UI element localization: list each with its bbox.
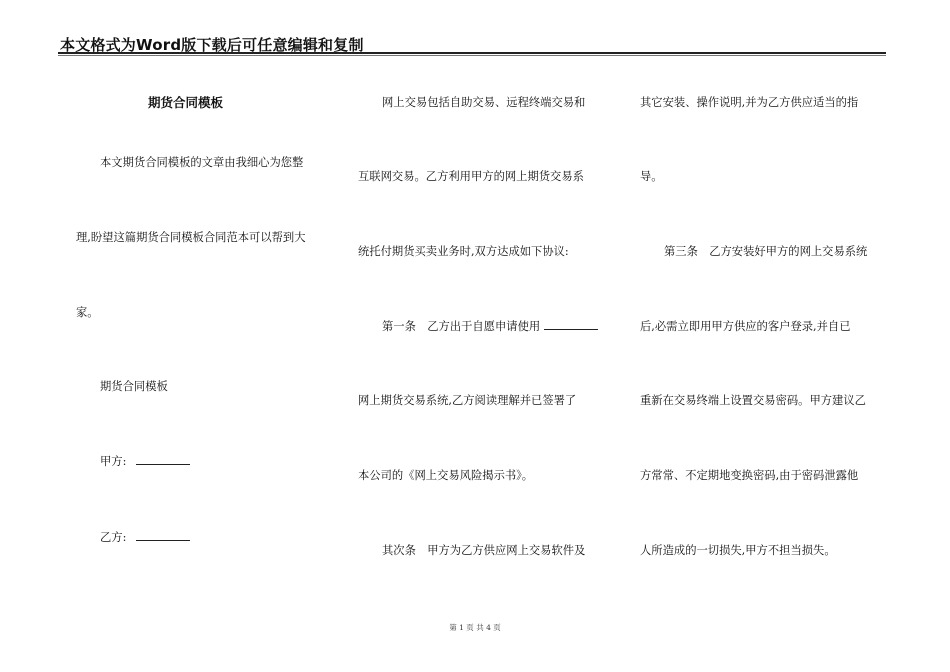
col3-line-6: 方常常、不定期地变换密码,由于密码泄露他 (640, 469, 859, 482)
article-1-text: 第一条 乙方出于自愿申请使用 (382, 320, 541, 333)
col2-line-2: 互联网交易。乙方利用甲方的网上期货交易系 (358, 170, 584, 183)
header-rule-thin (58, 55, 886, 56)
col3-line-1: 其它安装、操作说明,并为乙方供应适当的指 (640, 96, 859, 109)
col3-line-2: 导。 (640, 170, 663, 183)
page-number: 第 1 页 共 4 页 (449, 623, 501, 632)
intro-line-1: 本文期货合同模板的文章由我细心为您整 (100, 156, 304, 169)
header-rule (58, 52, 886, 54)
document-banner: 本文格式为Word版下载后可任意编辑和复制 (60, 36, 364, 54)
intro-line-2: 理,盼望这篇期货合同模板合同范本可以帮到大 (76, 231, 306, 244)
col3-line-4: 后,必需立即用甲方供应的客户登录,并自已 (640, 320, 851, 333)
party-b-blank (136, 530, 190, 541)
col2-line-3: 统托付期货买卖业务时,双方达成如下协议: (358, 245, 569, 258)
col2-line-5: 网上期货交易系统,乙方阅读理解并已签署了 (358, 394, 577, 407)
intro-line-3: 家。 (76, 306, 99, 319)
col2-line-6: 本公司的《网上交易风险揭示书》。 (358, 469, 534, 482)
article-1-blank (544, 319, 598, 330)
col3-line-7: 人所造成的一切损失,甲方不担当损失。 (640, 544, 836, 557)
article-1-row (382, 318, 598, 334)
article-2-text: 其次条 甲方为乙方供应网上交易软件及 (382, 544, 586, 557)
party-a-blank (136, 454, 190, 465)
party-a-label: 甲方: (100, 455, 127, 468)
party-b-row (100, 529, 190, 545)
party-b-label: 乙方: (100, 531, 127, 544)
article-3-text: 第三条 乙方安装好甲方的网上交易系统 (664, 245, 868, 258)
col2-line-1: 网上交易包括自助交易、远程终端交易和 (382, 96, 586, 109)
party-a-row (100, 453, 190, 469)
col3-line-5: 重新在交易终端上设置交易密码。甲方建议乙 (640, 394, 866, 407)
subtitle: 期货合同模板 (100, 380, 168, 393)
document-title: 期货合同模板 (148, 95, 224, 110)
